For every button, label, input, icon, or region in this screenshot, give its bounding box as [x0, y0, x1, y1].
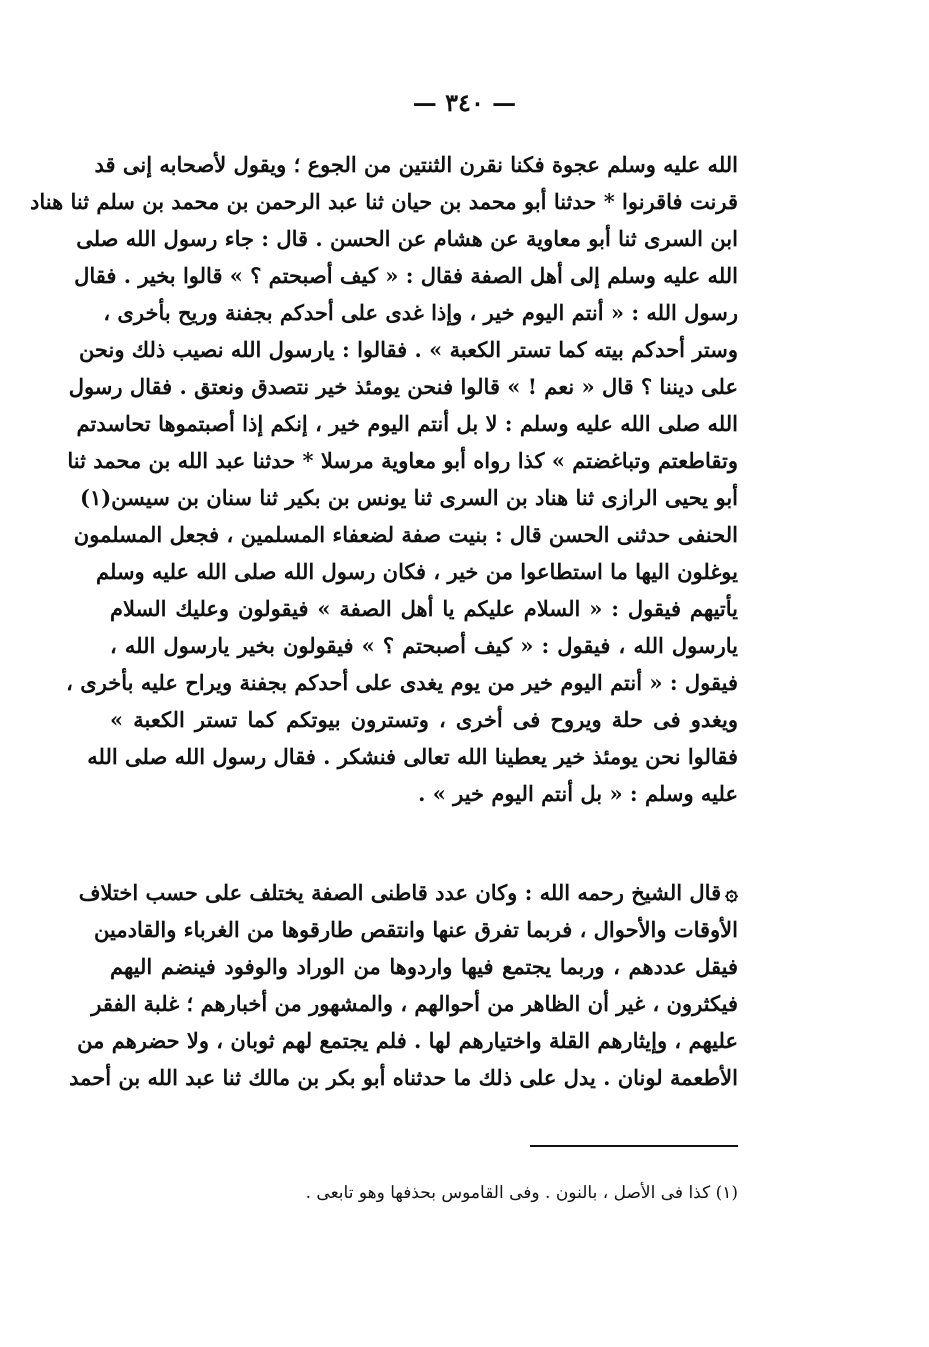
- text-line: فيقل عددهم ، وربما يجتمع فيها واردوها من الوراد والوفود فينضم اليهم: [110, 954, 738, 979]
- page-number: — ٣٤٠ —: [412, 88, 517, 117]
- text-line: أبو يحيى الرازى ثنا هناد بن السرى ثنا يونس بن بكير ثنا سنان بن سيسن(١): [80, 485, 738, 510]
- main-paragraph-1: [30, 146, 738, 812]
- text-line: الأوقات والأحوال ، فربما تفرق عنها وانتقص طارقوها من الغرباء والقادمين: [94, 917, 738, 942]
- text-line: يارسول الله ، فيقول : « كيف أصبحتم ؟ » فيقولون بخير يارسول الله ،: [110, 633, 738, 658]
- text-line: على ديننا ؟ قال « نعم ! » قالوا فنحن يومئذ خير نتصدق ونعتق . فقال رسول: [68, 374, 738, 399]
- text-line: فقالوا نحن يومئذ خير يعطينا الله تعالى فنشكر . فقال رسول الله صلى الله: [87, 744, 738, 769]
- text-line: يوغلون اليها ما استطاعوا من خير ، فكان رسول الله صلى الله عليه وسلم: [96, 559, 738, 584]
- text-line: يأتيهم فيقول : « السلام عليكم يا أهل الصفة » فيقولون وعليك السلام: [110, 596, 738, 621]
- text-line: وتقاطعتم وتباغضتم » كذا رواه أبو معاوية مرسلا * حدثنا عبد الله بن محمد ثنا: [67, 448, 738, 473]
- footnote-divider: [530, 1145, 738, 1147]
- text-line: الله صلى الله عليه وسلم : لا بل أنتم اليوم خير ، إنكم إذا أصبتموها تحاسدتم: [76, 411, 738, 436]
- main-paragraph-2: [69, 874, 738, 1096]
- text-line: فيقول : « أنتم اليوم خير من يوم يغدى على أحدكم بجفنة ويراح عليه بأخرى ،: [66, 670, 738, 695]
- text-line-content: قال الشيخ رحمه الله : وكان عدد قاطنى الصفة يختلف على حسب اختلاف: [78, 880, 722, 905]
- text-line: ويغدو فى حلة ويروح فى أخرى ، وتسترون بيوتكم كما تستر الكعبة »: [110, 707, 738, 732]
- text-line: عليه وسلم : « بل أنتم اليوم خير » .: [418, 781, 738, 806]
- text-line: الله عليه وسلم عجوة فكنا نقرن الثنتين من الجوع ؛ ويقول لأصحابه إنى قد: [94, 152, 738, 177]
- text-line: فيكثرون ، غير أن الظاهر من أحوالهم ، والمشهور من أخبارهم ؛ غلبة الفقر: [91, 991, 738, 1016]
- footnote: (١) كذا فى الأصل ، بالنون . وفى القاموس بحذفها وهو تابعى .: [305, 1183, 738, 1203]
- text-line: وستر أحدكم بيته كما تستر الكعبة » . فقالوا : يارسول الله نصيب ذلك ونحن: [78, 337, 738, 362]
- text-line-first: [78, 874, 738, 911]
- section-ornament-icon: ۞: [725, 880, 738, 906]
- text-line: ابن السرى ثنا أبو معاوية عن هشام عن الحسن . قال : جاء رسول الله صلى: [76, 226, 738, 251]
- text-line: الحنفى حدثنى الحسن قال : بنيت صفة لضعفاء المسلمين ، فجعل المسلمون: [73, 522, 738, 547]
- text-line: الله عليه وسلم إلى أهل الصفة فقال : « كيف أصبحتم ؟ » قالوا بخير . فقال: [74, 263, 738, 288]
- text-line: قرنت فاقرنوا * حدثنا أبو محمد بن حيان ثنا عبد الرحمن بن محمد بن سلم ثنا هناد: [30, 189, 738, 214]
- text-line: الأطعمة لونان . يدل على ذلك ما حدثناه أبو بكر بن مالك ثنا عبد الله بن أحمد: [69, 1065, 738, 1090]
- text-line: عليهم ، وإيثارهم القلة واختيارهم لها . فلم يجتمع لهم ثوبان ، ولا حضرهم من: [77, 1028, 738, 1053]
- text-line: رسول الله : « أنتم اليوم خير ، وإذا غدى على أحدكم بجفنة وريح بأخرى ،: [103, 300, 738, 325]
